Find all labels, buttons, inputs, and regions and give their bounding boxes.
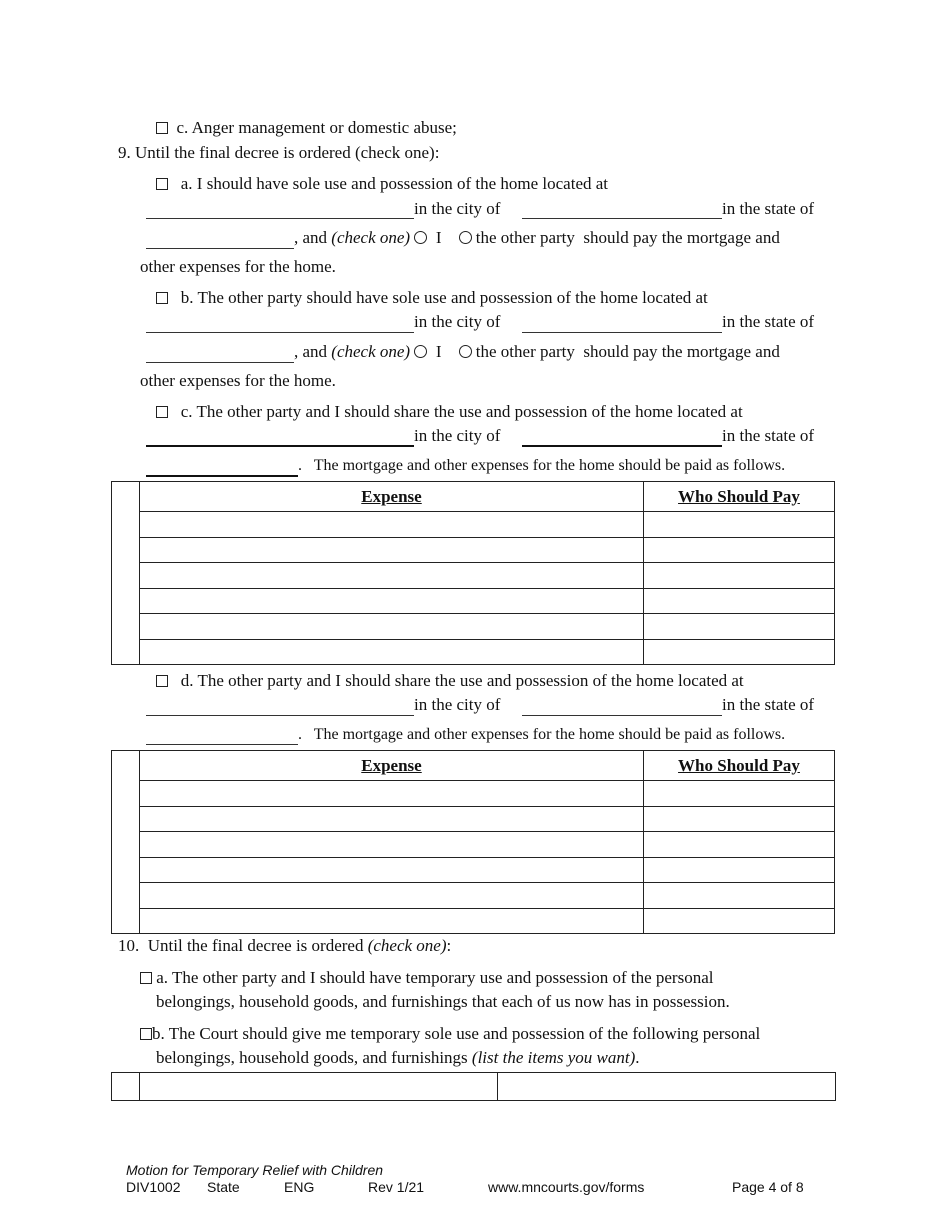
checkbox-9a[interactable] [156,178,168,190]
state-label: in the state of [722,695,815,714]
expense-cell[interactable] [140,588,644,614]
table-row [112,908,835,934]
table-row [112,512,835,538]
item-9a [156,174,608,194]
item-9d-label: d. The other party and I should share the use and possession of the home located at [180,671,744,690]
table-row [112,806,835,832]
payer-cell[interactable] [644,537,835,563]
radio-i-9a[interactable] [414,231,427,244]
who-should-pay-column-header: Who Should Pay [644,751,835,781]
city-label: in the city of [414,312,501,331]
checkbox-10b[interactable] [140,1028,152,1040]
should-pay-text: should pay the mortgage and [583,228,780,247]
expense-cell[interactable] [140,832,644,858]
table-header-row [112,482,835,512]
item-9a-label: a. I should have sole use and possession of the home located at [180,174,609,193]
checkbox-9b[interactable] [156,292,168,304]
item-10-heading [118,936,451,956]
city-field-9c[interactable] [522,445,722,447]
payer-cell[interactable] [644,832,835,858]
payer-cell[interactable] [644,806,835,832]
city-label: in the city of [414,426,501,445]
footer-language: ENG [284,1179,315,1195]
payer-cell[interactable] [644,857,835,883]
should-pay-text: should pay the mortgage and [583,342,780,361]
state-label: in the state of [722,199,815,218]
table-row [112,857,835,883]
checkbox-10a[interactable] [140,972,152,984]
table-side-cell [112,1073,140,1101]
table-row [112,639,835,665]
payer-cell[interactable] [644,781,835,807]
checkbox-9c[interactable] [156,406,168,418]
belongings-cell[interactable] [498,1073,836,1101]
city-label: in the city of [414,199,501,218]
footer-url[interactable]: www.mncourts.gov/forms [488,1179,645,1195]
and-text: , and [294,228,332,247]
table-row [112,883,835,909]
state-field-9c[interactable] [146,475,298,477]
item-9c-label: c. The other party and I should share the use and possession of the home located at [180,402,743,421]
item-9b [156,288,708,308]
radio-other-9a[interactable] [459,231,472,244]
expense-column-header: Expense [140,751,644,781]
who-should-pay-column-header: Who Should Pay [644,482,835,512]
expense-cell[interactable] [140,614,644,640]
table-row [112,588,835,614]
table-row [112,614,835,640]
item-10a [140,968,713,988]
expense-cell[interactable] [140,908,644,934]
check-one-text: (check one) [331,342,411,361]
state-label: in the state of [722,312,815,331]
payer-cell[interactable] [644,563,835,589]
radio-other-9b[interactable] [459,345,472,358]
expense-cell[interactable] [140,537,644,563]
item-9b-label: b. The other party should have sole use and possession of the home located at [180,288,708,307]
address-field-9a[interactable] [146,218,414,219]
footer-page-number: Page 4 of 8 [732,1179,804,1195]
footer-jurisdiction: State [207,1179,240,1195]
radio-other-label: the other party [475,342,575,361]
address-field-9c[interactable] [146,445,414,447]
payer-cell[interactable] [644,908,835,934]
expense-cell[interactable] [140,563,644,589]
other-expenses-9b: other expenses for the home. [140,371,336,390]
payer-line-9b [294,342,780,362]
table-row [112,781,835,807]
item-10b-line1: b. The Court should give me temporary sole use and possession of the following personal [152,1024,761,1043]
payer-line-9a [294,228,780,248]
item-10a-line2: belongings, household goods, and furnishings that each of us now has in possession. [156,992,730,1011]
expense-table-9c [111,481,835,665]
period: . [298,457,302,474]
item-10b-line2-text: belongings, household goods, and furnishings [156,1048,472,1067]
item-10-heading-text: 10. Until the final decree is ordered [118,936,368,955]
state-field-9a[interactable] [146,248,294,249]
mortgage-note-9c [298,456,785,476]
table-row [112,537,835,563]
city-field-9a[interactable] [522,218,722,219]
mortgage-note-text: The mortgage and other expenses for the home should be paid as follows. [313,457,786,474]
item-10b-end: . [635,1048,640,1067]
city-field-9d[interactable] [522,715,722,716]
item-9c [156,402,743,422]
item-10a-line1: a. The other party and I should have temporary use and possession of the personal [156,968,714,987]
checkbox-8c[interactable] [156,122,168,134]
period: . [298,726,302,743]
footer-title: Motion for Temporary Relief with Children [126,1162,384,1178]
check-one-text: (check one) [331,228,411,247]
payer-cell[interactable] [644,639,835,665]
checkbox-9d[interactable] [156,675,168,687]
item-9-heading: 9. Until the final decree is ordered (check one): [118,143,440,162]
payer-cell[interactable] [644,883,835,909]
expense-cell[interactable] [140,781,644,807]
and-text: , and [294,342,332,361]
expense-cell[interactable] [140,883,644,909]
belongings-table [111,1072,836,1101]
state-field-9d[interactable] [146,744,298,745]
expense-cell[interactable] [140,512,644,538]
item-10-heading-end: : [446,936,452,955]
table-row [112,832,835,858]
table-row [112,563,835,589]
item-10-heading-italic: (check one) [367,936,447,955]
table-header-row [112,751,835,781]
payer-cell[interactable] [644,512,835,538]
mortgage-note-text: The mortgage and other expenses for the home should be paid as follows. [313,726,786,743]
footer-revision: Rev 1/21 [368,1179,425,1195]
item-10b [140,1024,760,1044]
expense-table-9d [111,750,835,934]
address-field-9d[interactable] [146,715,414,716]
state-label: in the state of [722,426,815,445]
item-9d [156,671,744,691]
expense-cell[interactable] [140,806,644,832]
expense-cell[interactable] [140,639,644,665]
mortgage-note-9d [298,725,785,745]
other-expenses-9a: other expenses for the home. [140,257,336,276]
city-field-9b[interactable] [522,332,722,333]
radio-i-9b[interactable] [414,345,427,358]
table-side-cell [112,482,140,665]
payer-cell[interactable] [644,614,835,640]
payer-cell[interactable] [644,588,835,614]
item-8c-label: c. Anger management or domestic abuse; [176,118,457,137]
table-row [112,1073,836,1101]
item-8c [156,118,457,138]
item-10b-italic: (list the items you want) [471,1048,636,1067]
radio-other-label: the other party [475,228,575,247]
footer-form-id: DIV1002 [126,1179,181,1195]
expense-cell[interactable] [140,857,644,883]
item-10b-line2 [156,1048,640,1068]
belongings-cell[interactable] [140,1073,498,1101]
expense-column-header: Expense [140,482,644,512]
state-field-9b[interactable] [146,362,294,363]
radio-i-label: I [435,342,442,361]
city-label: in the city of [414,695,501,714]
table-side-cell [112,751,140,934]
radio-i-label: I [435,228,442,247]
address-field-9b[interactable] [146,332,414,333]
